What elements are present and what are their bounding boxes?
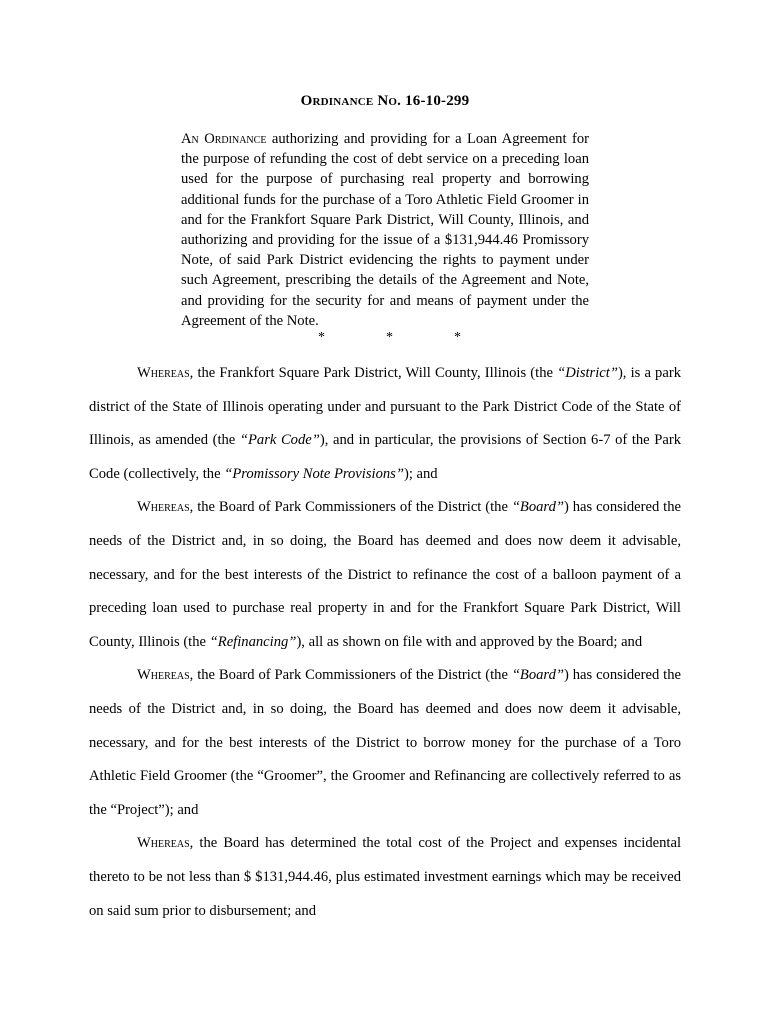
recital-text: , the Frankfort Square Park District, Will County, Illinois (the (189, 365, 558, 381)
recital-lead: Whereas (137, 499, 190, 516)
ordinance-title: Ordinance No. 16-10-299 (300, 93, 470, 109)
abstract-lead: An Ordinance (181, 131, 267, 147)
recital-lead: Whereas (137, 365, 190, 381)
recital-paragraph (89, 357, 681, 491)
recital-text: ) has considered the needs of the District and, in so doing, the Board has deemed and does now deem it advisable, necessary, and for the best interests of the District to borrow money for the purchase of a Toro Athletic Field Groomer (the “Groomer”, the Groomer and Refinancing are collectively referred to as the “Project”); and (89, 667, 682, 818)
recital-text: , the Board of Park Commissioners of the District (the (189, 667, 512, 684)
recital-text: ); and (403, 465, 438, 482)
recital-text: ), and in particular, the provisions of Section 6-7 of the Park Code (collectively, the (89, 432, 681, 482)
abstract-text: authorizing and providing for a Loan Agreement for the purpose of refunding the cost of debt service on a preceding loan used for the purpose of purchasing real property and borrowing additional funds for the purchase of a Toro Athletic Field Groomer in and for the Frankfort Square Park District, Will County, Illinois, and authorizing and providing for the issue of a $131,944.46 Promissory Note, of said Park District evidencing the rights to payment under such Agreement, prescribing the details of the Agreement and Note, and providing for the security for and means of payment under the Agreement of the Note. (181, 131, 589, 329)
recital-lead: Whereas (137, 667, 190, 684)
separator-star: * (386, 330, 393, 345)
recital-paragraph (89, 827, 681, 928)
recital-text: ) has considered the needs of the District and, in so doing, the Board has deemed and does now deem it advisable, necessary, and for the best interests of the District to refinance the cost of a balloon payment of a preceding loan used to purchase real property in and for the Frankfort Square Park District, Will County, Illinois (the (89, 499, 682, 650)
defined-term: “Board” (511, 667, 564, 684)
defined-term: “Promissory Note Provisions” (224, 465, 404, 482)
defined-term: “Park Code” (239, 432, 320, 449)
recital-lead: Whereas (137, 835, 190, 852)
recital-text: ), all as shown on file with and approved by the Board; and (296, 633, 643, 650)
defined-term: “Board” (511, 499, 564, 516)
recital-paragraph (89, 491, 681, 659)
defined-term: “District” (557, 365, 618, 381)
separator-star: * (454, 330, 461, 345)
recital-text: , the Board of Park Commissioners of the District (the (189, 499, 512, 516)
recital-text: , the Board has determined the total cost of the Project and expenses incidental thereto to be not less than $ $131,944.46, plus estimated investment earnings which may be received on said sum prior to disbursement; and (89, 835, 681, 919)
defined-term: “Refinancing” (209, 633, 297, 650)
recital-text: ), is a park district of the State of Illinois operating under and pursuant to the Park District Code of the State of Illinois, as amended (the (89, 365, 681, 449)
recitals (89, 357, 681, 928)
recital-paragraph (89, 659, 681, 827)
ordinance-abstract (181, 129, 589, 331)
separator-star: * (318, 330, 325, 345)
